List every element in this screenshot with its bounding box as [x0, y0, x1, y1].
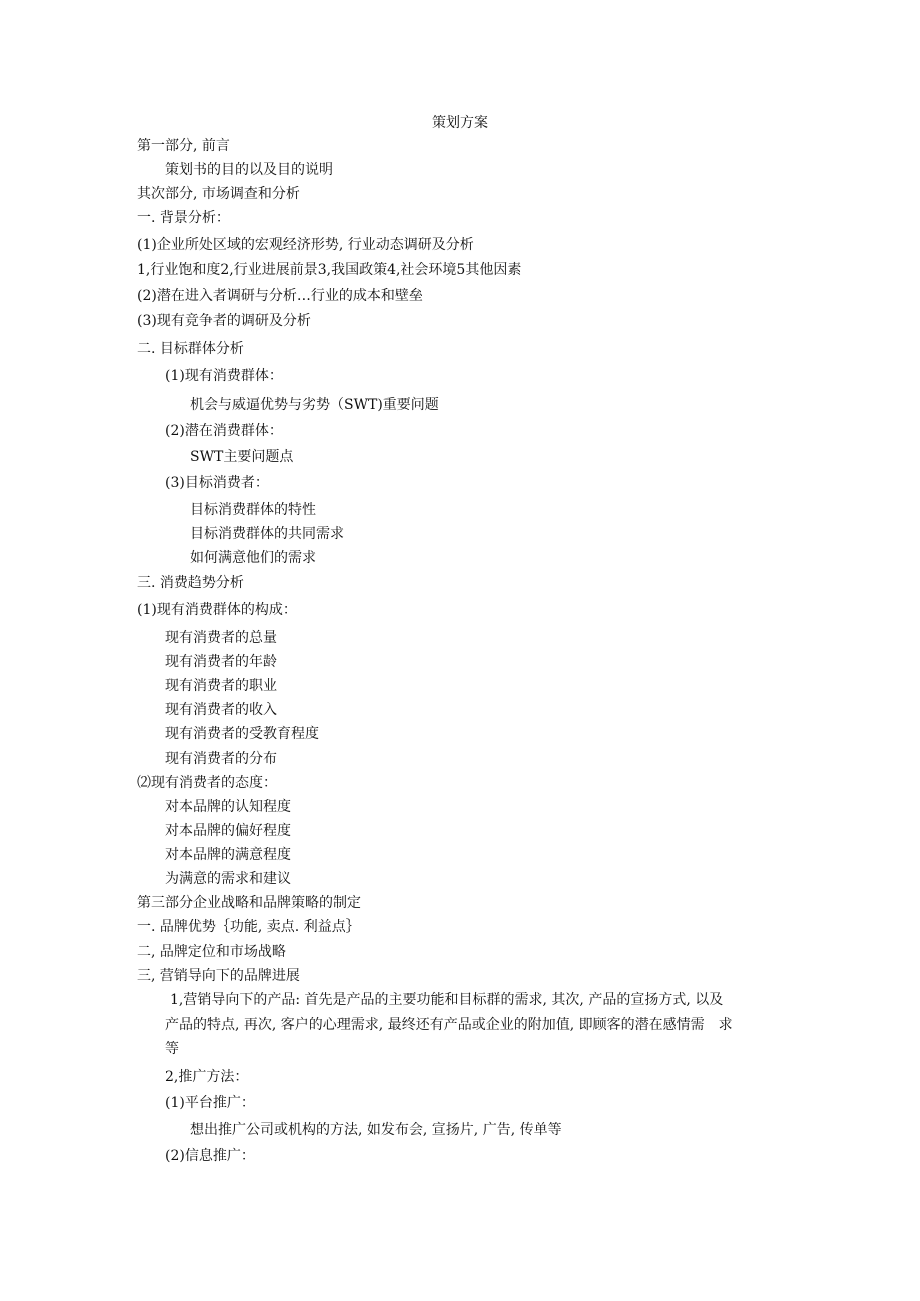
text-line: 对本品牌的满意程度 [165, 847, 291, 863]
text-line: ⑵现有消费者的态度： [137, 775, 277, 791]
text-line: (1)现有消费群体的构成： [137, 602, 297, 618]
text-line: 目标消费群体的共同需求 [190, 526, 344, 542]
text-line: 策划书的目的以及目的说明 [165, 162, 333, 178]
text-line: 现有消费者的职业 [165, 678, 277, 694]
text-line: 现有消费者的年龄 [165, 654, 277, 670]
text-line: (1)平台推广： [165, 1095, 255, 1111]
section-heading: 第一部分, 前言 [137, 138, 230, 154]
document-title: 策划方案 [432, 115, 488, 131]
text-line: (2)潜在消费群体： [165, 423, 283, 439]
text-line: 想出推广公司或机构的方法, 如发布会, 宣扬片, 广告, 传单等 [190, 1122, 562, 1138]
section-heading: 第三部分企业战略和品牌策略的制定 [137, 895, 361, 911]
text-line: 产品的特点, 再次, 客户的心理需求, 最终还有产品或企业的附加值, 即顾客的潜在感情需 求 [165, 1017, 733, 1033]
text-line: 机会与威逼优势与劣势（SWT)重要问题 [190, 397, 439, 413]
text-line: 对本品牌的偏好程度 [165, 823, 291, 839]
text-line: (2)潜在进入者调研与分析…行业的成本和壁垒 [137, 288, 423, 304]
subsection-heading: 一. 背景分析： [137, 210, 230, 226]
text-line: SWT主要问题点 [190, 449, 294, 465]
text-line: 现有消费者的总量 [165, 630, 277, 646]
subsection-heading: 三. 消费趋势分析 [137, 575, 244, 591]
text-line: (2)信息推广： [165, 1148, 255, 1164]
text-line: (1)现有消费群体： [165, 368, 283, 384]
subsection-heading: 二. 目标群体分析 [137, 341, 244, 357]
text-line: 对本品牌的认知程度 [165, 799, 291, 815]
text-line: 1,营销导向下的产品: 首先是产品的主要功能和目标群的需求, 其次, 产品的宣扬方式, 以及 [170, 992, 724, 1008]
text-line: 为满意的需求和建议 [165, 871, 291, 887]
text-line: 等 [165, 1041, 179, 1057]
text-line: 目标消费群体的特性 [190, 502, 316, 518]
text-line: 现有消费者的分布 [165, 751, 277, 767]
text-line: 如何满意他们的需求 [190, 550, 316, 566]
text-line: 1,行业饱和度2,行业进展前景3,我国政策4,社会环境5其他因素 [137, 262, 522, 278]
text-line: 现有消费者的收入 [165, 702, 277, 718]
text-line: 2,推广方法： [165, 1069, 249, 1085]
subsection-heading: 一. 品牌优势｛功能, 卖点. 利益点｝ [137, 919, 360, 935]
text-line: (1)企业所处区域的宏观经济形势, 行业动态调研及分析 [137, 237, 474, 253]
section-heading: 其次部分, 市场调查和分析 [137, 186, 300, 202]
subsection-heading: 二, 品牌定位和市场战略 [137, 944, 286, 960]
subsection-heading: 三, 营销导向下的品牌进展 [137, 968, 300, 984]
text-line: (3)现有竞争者的调研及分析 [137, 313, 311, 329]
text-line: (3)目标消费者： [165, 475, 269, 491]
text-line: 现有消费者的受教育程度 [165, 726, 319, 742]
